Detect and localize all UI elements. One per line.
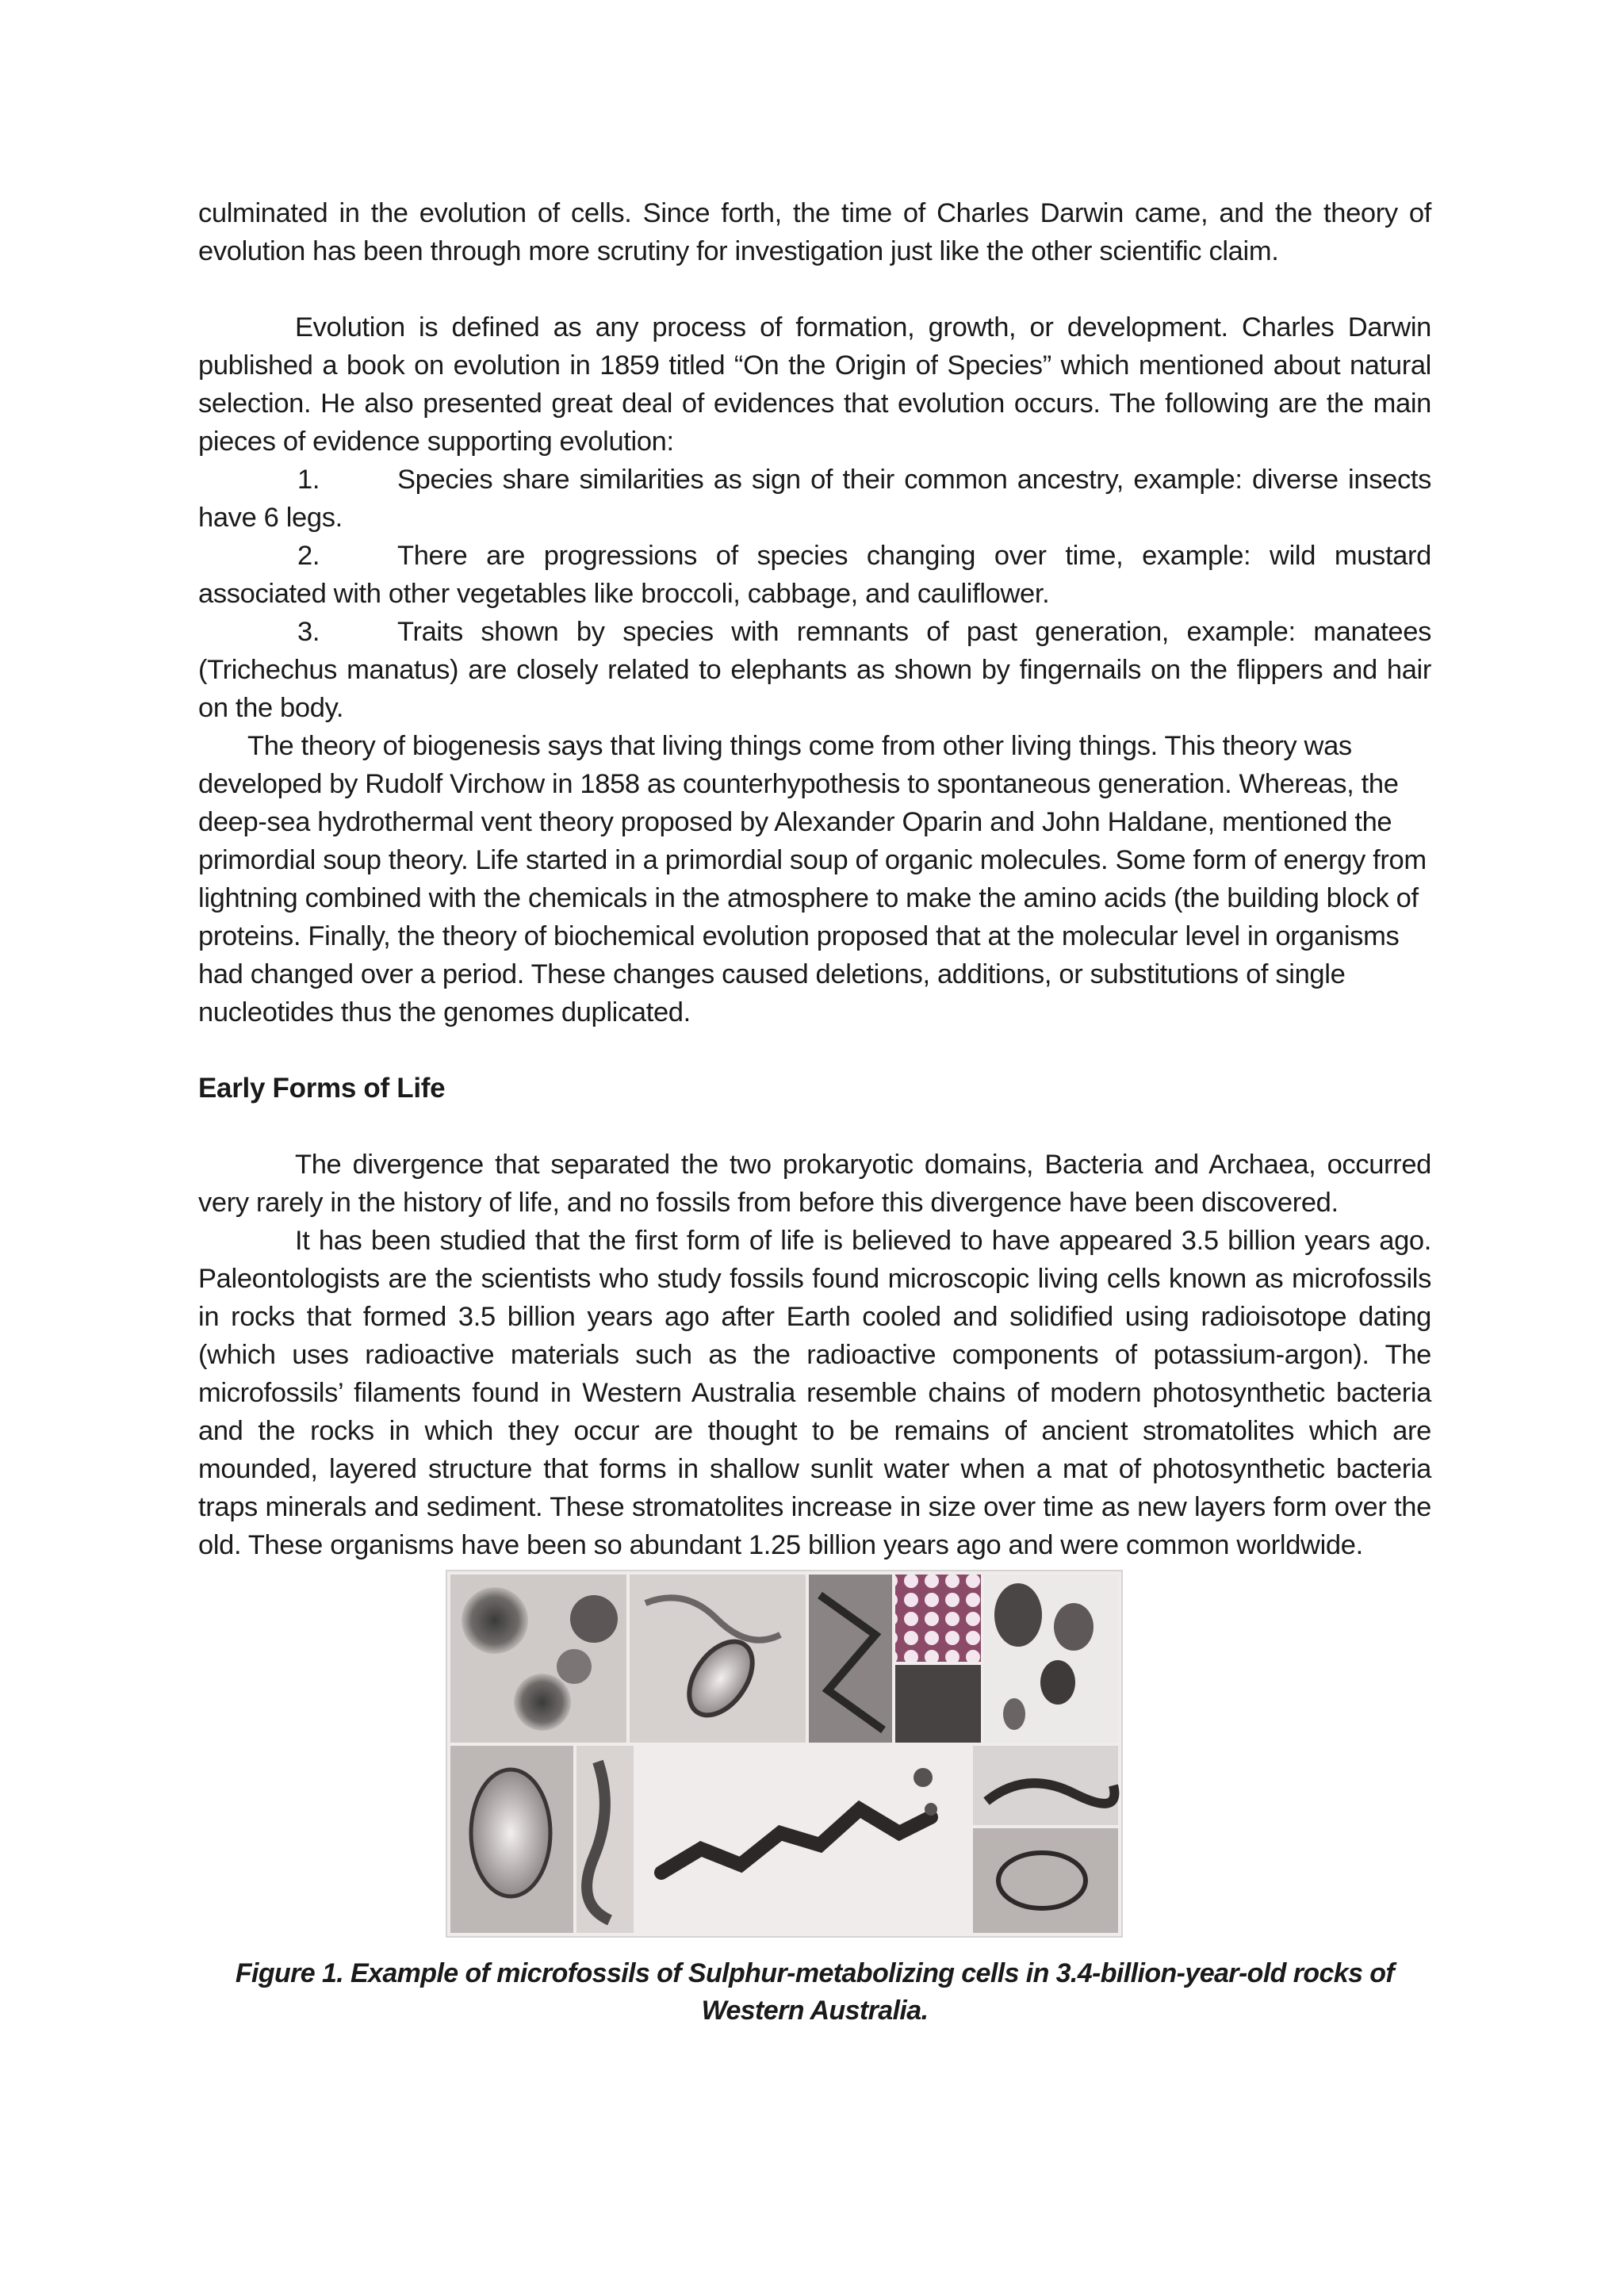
evidence-number-1: 1.	[297, 465, 320, 495]
evidence-number-3: 3.	[297, 617, 320, 647]
paragraph-biogenesis: The theory of biogenesis says that living things come from other living things. This theory was developed by Rudolf Virchow in 1858 as counterhypothesis to spontaneous generation. Whereas, the deep-sea hydrothermal vent theory proposed by Alexander Oparin and John Haldane, mentioned the primordial soup theory. Life started in a primordial soup of organic molecules. Some form of energy from lightning combined with the chemicals in the atmosphere to make the amino acids (the building block of proteins. Finally, the theory of biochemical evolution proposed that at the molecular level in organisms had changed over a period. These changes caused deletions, additions, or substitutions of single nucleotides thus the genomes duplicated.	[198, 731, 1427, 1027]
microfossil-figure	[446, 1570, 1123, 1938]
evidence-number-2: 2.	[297, 541, 320, 571]
paragraph-gap	[198, 1031, 1431, 1070]
evidence-item-2	[198, 537, 1431, 613]
paragraph-divergence: The divergence that separated the two prokaryotic domains, Bacteria and Archaea, occurred very rarely in the history of life, and no fossils from before this divergence have been discovered.	[198, 1150, 1431, 1218]
paragraph-gap	[198, 1108, 1431, 1146]
evidence-text-3: Traits shown by species with remnants of past generation, example: manatees (Trichechus manatus) are closely related to elephants as shown by fingernails on the flippers and hair on the body.	[198, 617, 1431, 723]
section-heading: Early Forms of Life	[198, 1073, 446, 1104]
paragraph-evolution-definition: Evolution is defined as any process of formation, growth, or development. Charles Darwin published a book on evolution in 1859 titled “On the Origin of Species” which mentioned about natural selection. He also presented great deal of evidences that evolution occurs. The following are the main pieces of evidence supporting evolution:	[198, 312, 1431, 457]
evidence-text-1: Species share similarities as sign of their common ancestry, example: diverse insects have 6 legs.	[198, 465, 1431, 533]
evidence-text-2: There are progressions of species changing over time, example: wild mustard associated with other vegetables like broccoli, cabbage, and cauliflower.	[198, 541, 1431, 609]
evidence-item-3	[198, 613, 1431, 727]
microfossil-collage-image	[447, 1571, 1121, 1936]
paragraph-darwin-intro: culminated in the evolution of cells. Since forth, the time of Charles Darwin came, and the theory of evolution has been through more scrutiny for investigation just like the other scientific claim.	[198, 198, 1431, 266]
body-text	[198, 194, 1431, 1564]
figure-caption: Figure 1. Example of microfossils of Sulphur-metabolizing cells in 3.4-billion-year-old rocks of Western Australia.	[235, 1958, 1395, 2026]
paragraph-microfossils: It has been studied that the first form of life is believed to have appeared 3.5 billion years ago. Paleontologists are the scientists who study fossils found microscopic living cells known as microfossils in rocks that formed 3.5 billion years ago after Earth cooled and solidified using radioisotope dating (which uses radioactive materials such as the radioactive components of potassium-argon). The microfossils’ filaments found in Western Australia resemble chains of modern photosynthetic bacteria and the rocks in which they occur are thought to be remains of ancient stromatolites which are mounded, layered structure that forms in shallow sunlit water when a mat of photosynthetic bacteria traps minerals and sediment. These stromatolites increase in size over time as new layers form over the old. These organisms have been so abundant 1.25 billion years ago and were common worldwide.	[198, 1226, 1431, 1560]
paragraph-gap	[198, 270, 1431, 308]
evidence-item-1	[198, 461, 1431, 537]
